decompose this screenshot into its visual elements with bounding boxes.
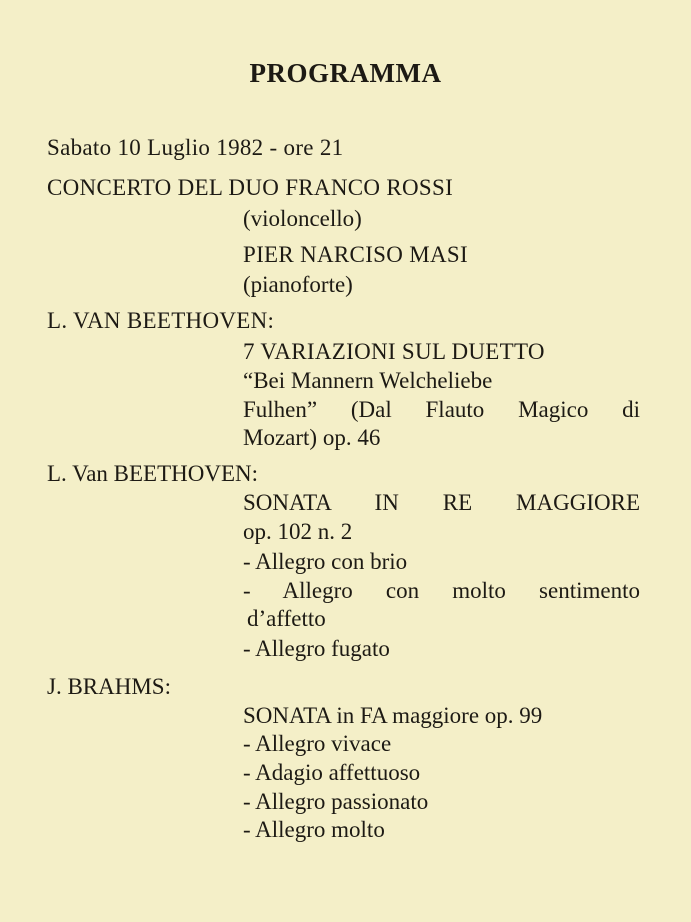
work-line: Mozart) op. 46	[243, 425, 381, 450]
work-line: SONATA in FA maggiore op. 99	[243, 703, 543, 728]
movement-item: - Allegro con molto sentimento	[243, 578, 640, 603]
work-line: “Bei Mannern Welcheliebe	[243, 368, 493, 393]
date-line: Sabato 10 Luglio 1982 - ore 21	[47, 135, 344, 160]
movement-item: d’affetto	[247, 606, 326, 631]
work-line: 7 VARIAZIONI SUL DUETTO	[243, 339, 545, 364]
composer-beethoven-2: L. Van BEETHOVEN:	[47, 461, 259, 486]
movement-item: - Allegro vivace	[243, 731, 392, 756]
page-title: PROGRAMMA	[249, 58, 442, 88]
composer-beethoven-1: L. VAN BEETHOVEN:	[47, 308, 275, 333]
movement-item: - Allegro passionato	[243, 789, 429, 814]
performer2-name: PIER NARCISO MASI	[243, 242, 468, 267]
movement-item: - Adagio affettuoso	[243, 760, 421, 785]
movement-item: - Allegro fugato	[243, 636, 390, 661]
concert-line: CONCERTO DEL DUO FRANCO ROSSI	[47, 175, 454, 200]
work-line: Fulhen” (Dal Flauto Magico di	[243, 397, 640, 422]
work-line: SONATA IN RE MAGGIORE	[243, 490, 640, 515]
performer2-instrument: (pianoforte)	[243, 272, 353, 297]
movement-item: - Allegro con brio	[243, 549, 408, 574]
work-line: op. 102 n. 2	[243, 519, 353, 544]
composer-brahms: J. BRAHMS:	[47, 674, 171, 699]
performer1-instrument: (violoncello)	[243, 206, 362, 231]
movement-item: - Allegro molto	[243, 817, 385, 842]
